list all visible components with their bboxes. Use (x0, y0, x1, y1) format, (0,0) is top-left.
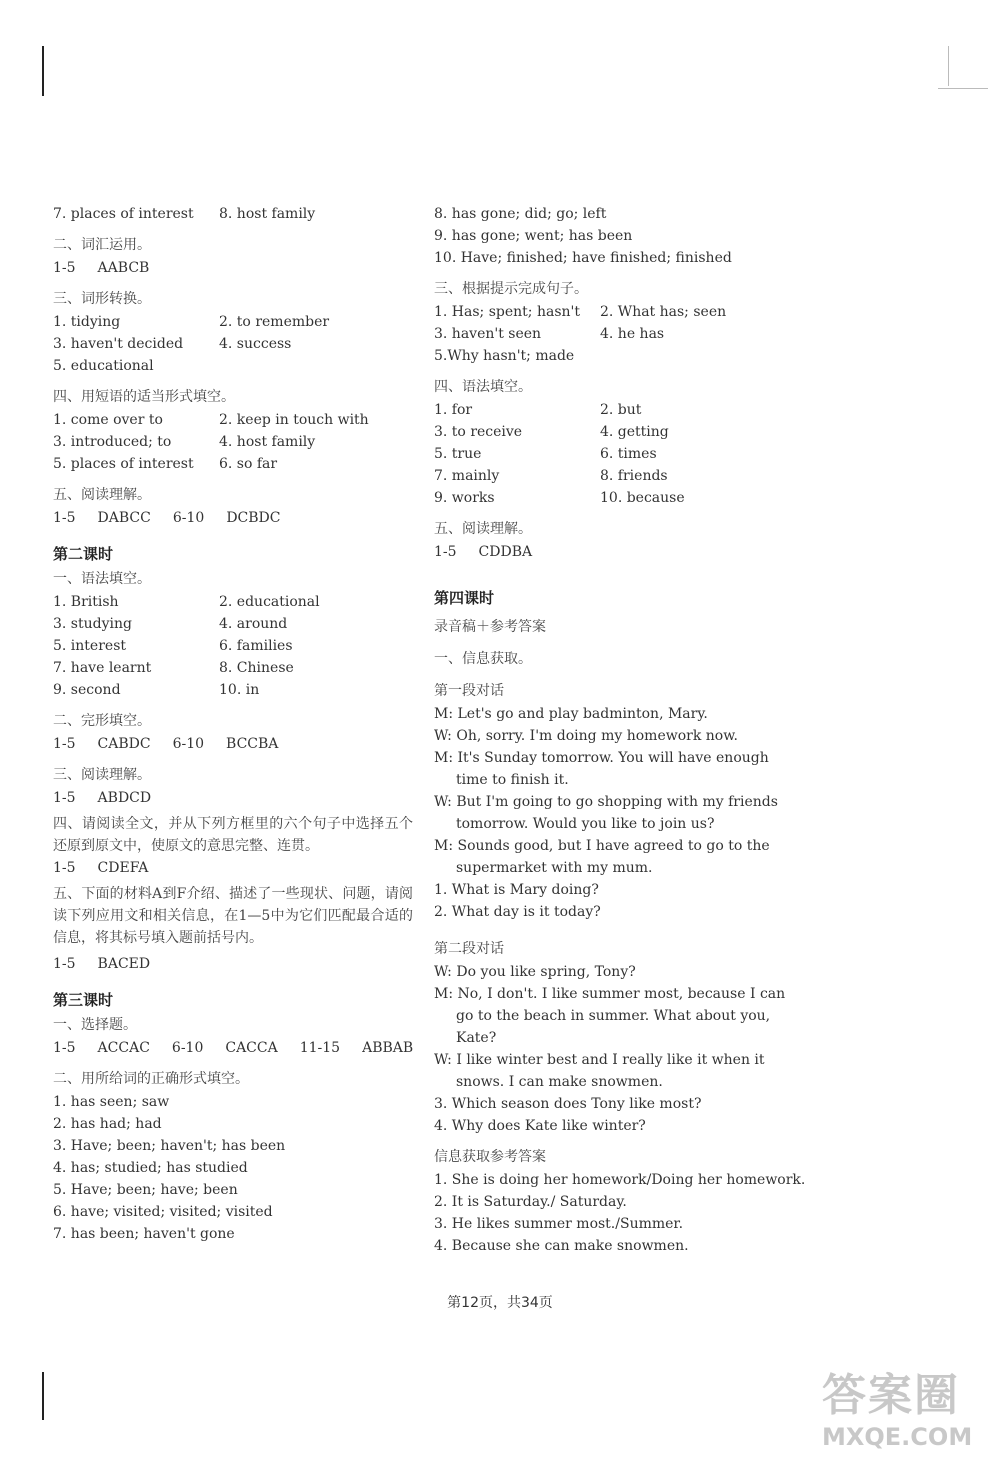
answer-item: 9. has gone; went; has been (434, 228, 633, 244)
section-heading: 二、词汇运用。 (53, 237, 151, 253)
answer-row: 1. come over to 2. keep in touch with (53, 412, 369, 428)
section-heading: 一、选择题。 (53, 1017, 137, 1033)
answer-row: 9. works 10. because (434, 490, 685, 506)
answer-item: 10. Have; finished; have finished; finished (434, 250, 732, 266)
question-item: 2. What day is it today? (434, 904, 601, 920)
dialogue-line: M: Let's go and play badminton, Mary. (434, 706, 708, 722)
section-heading: 五、阅读理解。 (53, 487, 151, 503)
answer-row: 9. second 10. in (53, 682, 260, 698)
section-heading: 一、语法填空。 (53, 571, 151, 587)
crop-mark-top-left (42, 46, 44, 96)
answer-item: 1. She is doing her homework/Doing her homework. (434, 1172, 806, 1188)
answer-line: 1-5 AABCB (53, 260, 150, 276)
answer-item: 5. educational (53, 358, 154, 374)
answer-item: 3. He likes summer most./Summer. (434, 1216, 684, 1232)
answer-row: 5. true 6. times (434, 446, 657, 462)
dialogue-line: M: No, I don't. I like summer most, because I can go to the beach in summer. What about you, Kate? (434, 986, 786, 1046)
section-heading: 四、语法填空。 (434, 379, 532, 395)
lesson-subtitle: 录音稿＋参考答案 (434, 619, 546, 635)
answer-line: 1-5 ACCAC 6-10 CACCA 11-15 ABBAB (53, 1040, 414, 1056)
answer-row: 3. haven't seen 4. he has (434, 326, 665, 342)
question-item: 1. What is Mary doing? (434, 882, 599, 898)
answer-row: 3. haven't decided 4. success (53, 336, 292, 352)
answer-item: 2. has had; had (53, 1116, 162, 1132)
answer-line: 1-5 BACED (53, 956, 151, 972)
section-heading: 五、下面的材料A到F介绍、描述了一些现状、问题，请阅读下列应用文和相关信息，在1—5中为它们匹配最合适的信息，将其标号填入题前括号内。 (53, 886, 413, 946)
dialogue-title: 第二段对话 (434, 941, 504, 957)
section-heading: 三、根据提示完成句子。 (434, 281, 588, 297)
crop-mark-top-right (948, 46, 949, 86)
section-heading: 一、信息获取。 (434, 651, 532, 667)
watermark-logo: 答案圈 MXQE.COM (822, 1370, 973, 1451)
answer-row: 1. Has; spent; hasn't 2. What has; seen (434, 304, 727, 320)
lesson-title: 第二课时 (53, 545, 114, 563)
answer-line: 1-5 CDEFA (53, 860, 149, 876)
answer-line: 1-5 DABCC 6-10 DCBDC (53, 510, 281, 526)
dialogue-line: W: Do you like spring, Tony? (434, 964, 636, 980)
section-heading: 二、用所给词的正确形式填空。 (53, 1071, 249, 1087)
answer-line: 1-5 CDDBA (434, 544, 533, 560)
answer-item: 2. It is Saturday./ Saturday. (434, 1194, 627, 1210)
lesson-title: 第四课时 (434, 589, 495, 607)
answer-item: 5. Have; been; have; been (53, 1182, 238, 1198)
section-heading: 五、阅读理解。 (434, 521, 532, 537)
dialogue-title: 第一段对话 (434, 683, 504, 699)
crop-mark-top-right-h (938, 88, 988, 89)
answer-line: 1-5 CABDC 6-10 BCCBA (53, 736, 279, 752)
question-item: 3. Which season does Tony like most? (434, 1096, 702, 1112)
answer-item: 6. have; visited; visited; visited (53, 1204, 273, 1220)
answer-row: 1. British 2. educational (53, 594, 320, 610)
answer-row: 1. tidying 2. to remember (53, 314, 330, 330)
section-heading: 四、用短语的适当形式填空。 (53, 389, 235, 405)
dialogue-line: W: But I'm going to go shopping with my friends tomorrow. Would you like to join us? (434, 794, 778, 832)
question-item: 4. Why does Kate like winter? (434, 1118, 646, 1134)
page-number: 第12页，共34页 (447, 1295, 553, 1311)
section-heading: 三、词形转换。 (53, 291, 151, 307)
section-heading: 二、完形填空。 (53, 713, 151, 729)
answer-row: 5. interest 6. families (53, 638, 293, 654)
answer-key-title: 信息获取参考答案 (434, 1149, 546, 1165)
dialogue-line: W: Oh, sorry. I'm doing my homework now. (434, 728, 738, 744)
right-column (434, 203, 806, 1257)
answer-row: 7. have learnt 8. Chinese (53, 660, 294, 676)
answer-line: 1-5 ABDCD (53, 790, 152, 806)
answer-item: 4. has; studied; has studied (53, 1160, 248, 1176)
left-column (53, 203, 413, 1245)
answer-item: 3. Have; been; haven't; has been (53, 1138, 286, 1154)
dialogue-line: W: I like winter best and I really like it when it snows. I can make snowmen. (434, 1052, 765, 1090)
answer-row: 7. mainly 8. friends (434, 468, 668, 484)
section-heading: 三、阅读理解。 (53, 767, 151, 783)
answer-row: 5. places of interest 6. so far (53, 456, 278, 472)
answer-item: 5.Why hasn't; made (434, 348, 575, 364)
dialogue-line: M: Sounds good, but I have agreed to go to the supermarket with my mum. (434, 838, 770, 876)
section-heading: 四、请阅读全文，并从下列方框里的六个句子中选择五个还原到原文中，使原文的意思完整、连贯。 (53, 816, 413, 854)
answer-row: 1. for 2. but (434, 402, 642, 418)
answer-row: 3. studying 4. around (53, 616, 288, 632)
answer-row: 3. to receive 4. getting (434, 424, 669, 440)
answer-item: 4. Because she can make snowmen. (434, 1238, 689, 1254)
answer-item: 1. has seen; saw (53, 1094, 170, 1110)
dialogue-line: M: It's Sunday tomorrow. You will have enough time to finish it. (434, 750, 769, 788)
answer-row: 3. introduced; to 4. host family (53, 434, 316, 450)
answer-row: 7. places of interest 8. host family (53, 206, 316, 222)
answer-item: 8. has gone; did; go; left (434, 206, 607, 222)
crop-mark-bottom-left (42, 1372, 44, 1420)
lesson-title: 第三课时 (53, 991, 114, 1009)
answer-item: 7. has been; haven't gone (53, 1226, 235, 1242)
